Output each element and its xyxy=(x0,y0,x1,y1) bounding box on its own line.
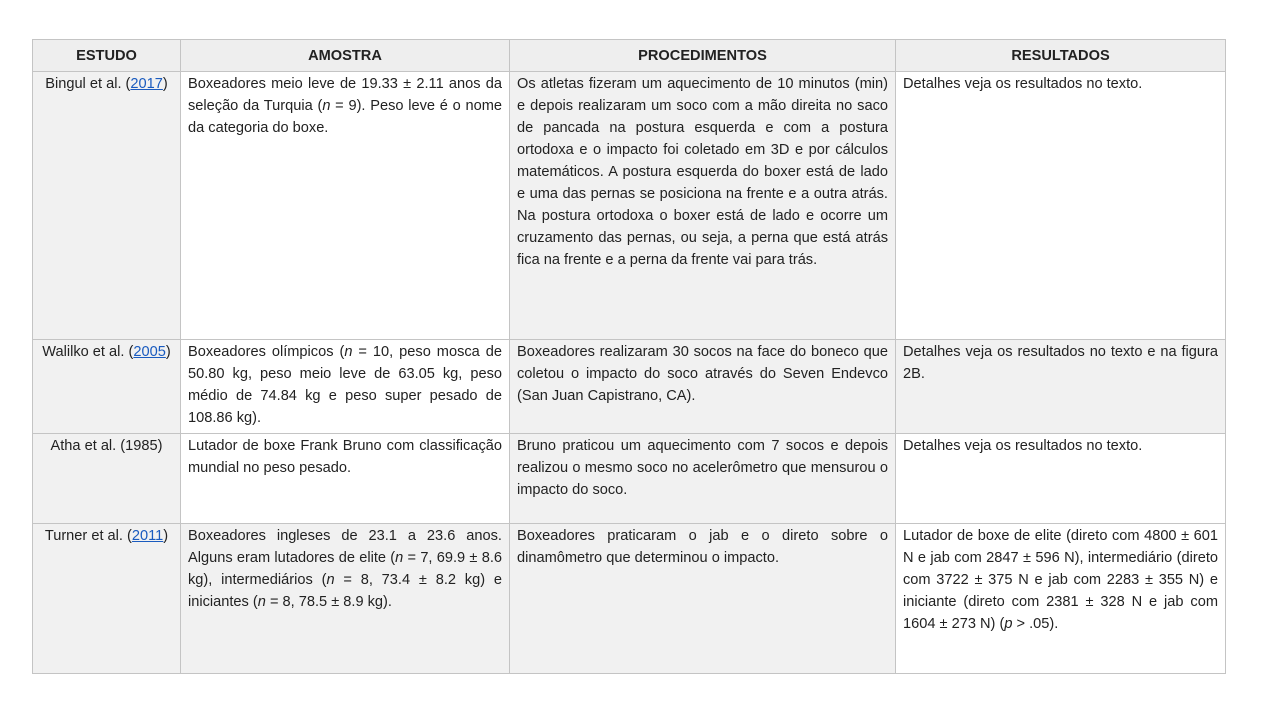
results-cell: Detalhes veja os resultados no texto. xyxy=(896,434,1226,524)
procedure-cell: Boxeadores realizaram 30 socos na face do boneco que coletou o impacto do soco através do Seven Endevco (San Juan Capistrano, CA). xyxy=(510,340,896,434)
study-year-link[interactable]: 2017 xyxy=(130,76,163,92)
procedure-cell: Os atletas fizeram um aquecimento de 10 minutos (min) e depois realizaram um soco com a mão direita no saco de pancada na postura esquerda e com a postura ortodoxa e o impacto foi coletado em 3D e por cálculos matemáticos. A postura esquerda do boxer está de lado e uma das pernas se posiciona na frente e a outra atrás. Na postura ortodoxa o boxer está de lado e ocorre um cruzamento das pernas, ou seja, a perna que está atrás fica na frente e a perna da frente vai para trás. xyxy=(510,72,896,340)
sample-cell: Lutador de boxe Frank Bruno com classificação mundial no peso pesado. xyxy=(181,434,510,524)
procedure-cell: Bruno praticou um aquecimento com 7 socos e depois realizou o mesmo soco no acelerômetro que mensurou o impacto do soco. xyxy=(510,434,896,524)
sample-cell: Boxeadores olímpicos (n = 10, peso mosca de 50.80 kg, peso meio leve de 63.05 kg, peso médio de 74.84 kg e peso super pesado de 108.86 kg). xyxy=(181,340,510,434)
results-cell: Lutador de boxe de elite (direto com 4800 ± 601 N e jab com 2847 ± 596 N), intermediário (direto com 3722 ± 375 N e jab com 2283 ± 355 N) e iniciante (direto com 2381 ± 328 N e jab com 1604 ± 273 N) (p > .05). xyxy=(896,524,1226,674)
study-cell: Walilko et al. (2005) xyxy=(33,340,181,434)
table-row xyxy=(33,434,1226,524)
studies-table xyxy=(32,39,1226,674)
study-cell: Turner et al. (2011) xyxy=(33,524,181,674)
header-estudo: ESTUDO xyxy=(33,40,181,72)
study-year-link[interactable]: 2011 xyxy=(131,528,164,544)
study-cell: Atha et al. (1985) xyxy=(33,434,181,524)
sample-cell: Boxeadores ingleses de 23.1 a 23.6 anos. Alguns eram lutadores de elite (n = 7, 69.9 ± 8.6 kg), intermediários (n = 8, 73.4 ± 8.2 kg) e iniciantes (n = 8, 78.5 ± 8.9 kg). xyxy=(181,524,510,674)
header-resultados: RESULTADOS xyxy=(896,40,1226,72)
table-header-row xyxy=(33,40,1226,72)
procedure-cell: Boxeadores praticaram o jab e o direto sobre o dinamômetro que determinou o impacto. xyxy=(510,524,896,674)
sample-cell: Boxeadores meio leve de 19.33 ± 2.11 anos da seleção da Turquia (n = 9). Peso leve é o nome da categoria do boxe. xyxy=(181,72,510,340)
results-cell: Detalhes veja os resultados no texto e na figura 2B. xyxy=(896,340,1226,434)
study-year-link[interactable]: 2005 xyxy=(133,344,166,360)
table-row xyxy=(33,340,1226,434)
table-row xyxy=(33,524,1226,674)
study-cell: Bingul et al. (2017) xyxy=(33,72,181,340)
header-amostra: AMOSTRA xyxy=(181,40,510,72)
results-cell: Detalhes veja os resultados no texto. xyxy=(896,72,1226,340)
header-procedimentos: PROCEDIMENTOS xyxy=(510,40,896,72)
table-row xyxy=(33,72,1226,340)
